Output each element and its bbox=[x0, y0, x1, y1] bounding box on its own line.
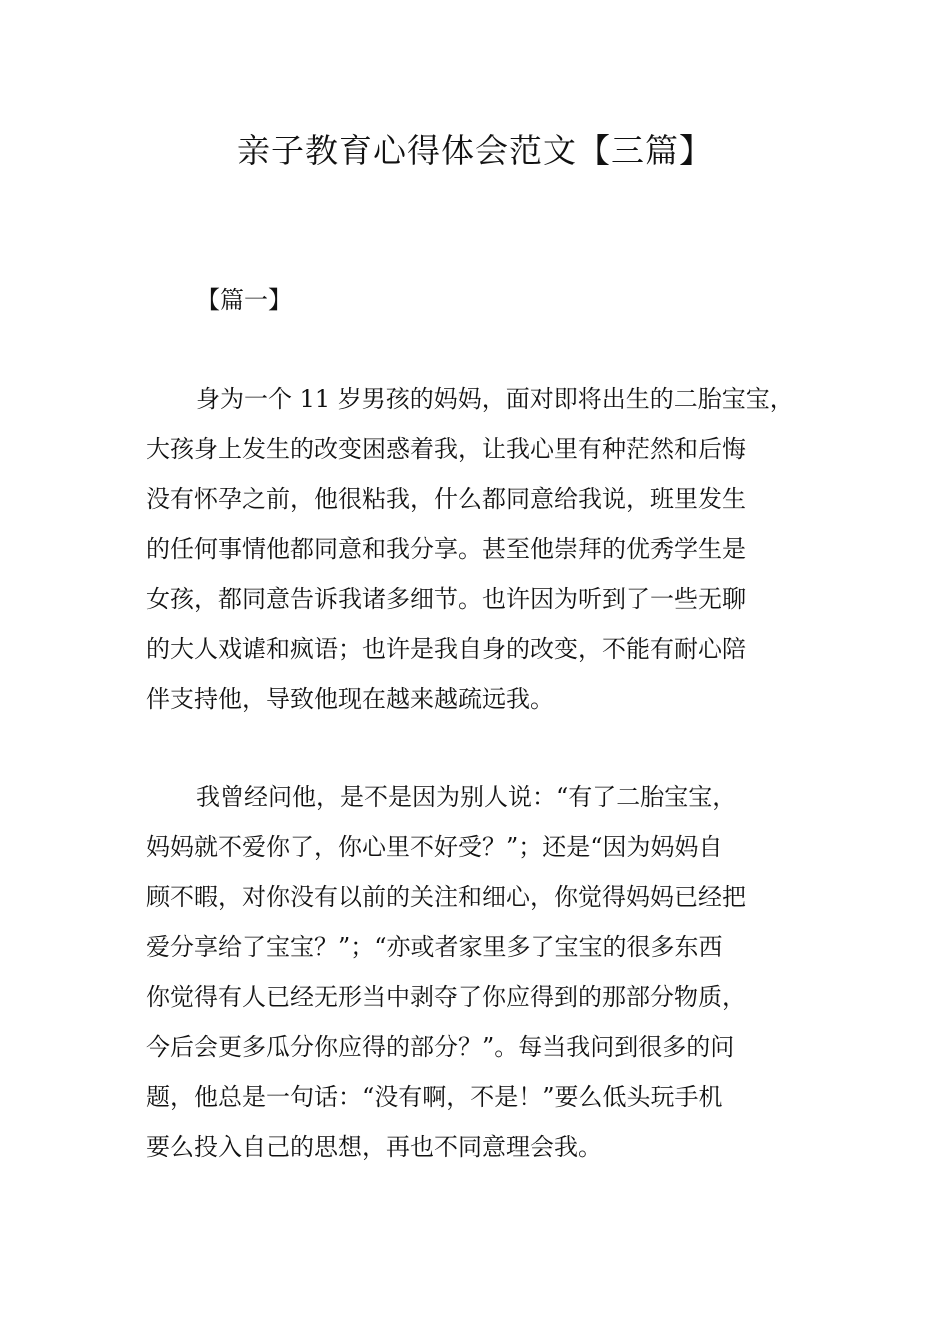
paragraph-line: 伴支持他，导致他现在越来越疏远我。 bbox=[146, 685, 554, 713]
paragraph-line: 大孩身上发生的改变困惑着我，让我心里有种茫然和后悔 bbox=[146, 435, 746, 463]
paragraph-line: 今后会更多瓜分你应得的部分？”。每当我问到很多的问 bbox=[146, 1033, 735, 1061]
paragraph-line: 的任何事情他都同意和我分享。甚至他崇拜的优秀学生是 bbox=[146, 535, 746, 563]
paragraph-1 bbox=[146, 374, 816, 724]
paragraph-line: 妈妈就不爱你了，你心里不好受？”；还是“因为妈妈自 bbox=[146, 833, 723, 861]
document-title: 亲子教育心得体会范文【三篇】 bbox=[237, 131, 713, 170]
paragraph-line: 题，他总是一句话：“没有啊，不是！”要么低头玩手机 bbox=[146, 1083, 723, 1111]
paragraph-line: 顾不暇，对你没有以前的关注和细心，你觉得妈妈已经把 bbox=[146, 883, 746, 911]
paragraph-line: 要么投入自己的思想，再也不同意理会我。 bbox=[146, 1133, 602, 1161]
paragraph-line: 身为一个 11 岁男孩的妈妈，面对即将出生的二胎宝宝， bbox=[196, 385, 794, 413]
paragraph-2 bbox=[146, 772, 816, 1172]
paragraph-line: 我曾经问他，是不是因为别人说：“有了二胎宝宝， bbox=[196, 783, 737, 811]
paragraph-line: 的大人戏谑和疯语；也许是我自身的改变，不能有耐心陪 bbox=[146, 635, 746, 663]
section-heading: 【篇一】 bbox=[196, 286, 292, 314]
paragraph-line: 女孩，都同意告诉我诸多细节。也许因为听到了一些无聊 bbox=[146, 585, 746, 613]
paragraph-line: 你觉得有人已经无形当中剥夺了你应得到的那部分物质， bbox=[146, 983, 746, 1011]
paragraph-line: 没有怀孕之前，他很粘我，什么都同意给我说，班里发生 bbox=[146, 485, 746, 513]
paragraph-line: 爱分享给了宝宝？”；“亦或者家里多了宝宝的很多东西 bbox=[146, 933, 723, 961]
